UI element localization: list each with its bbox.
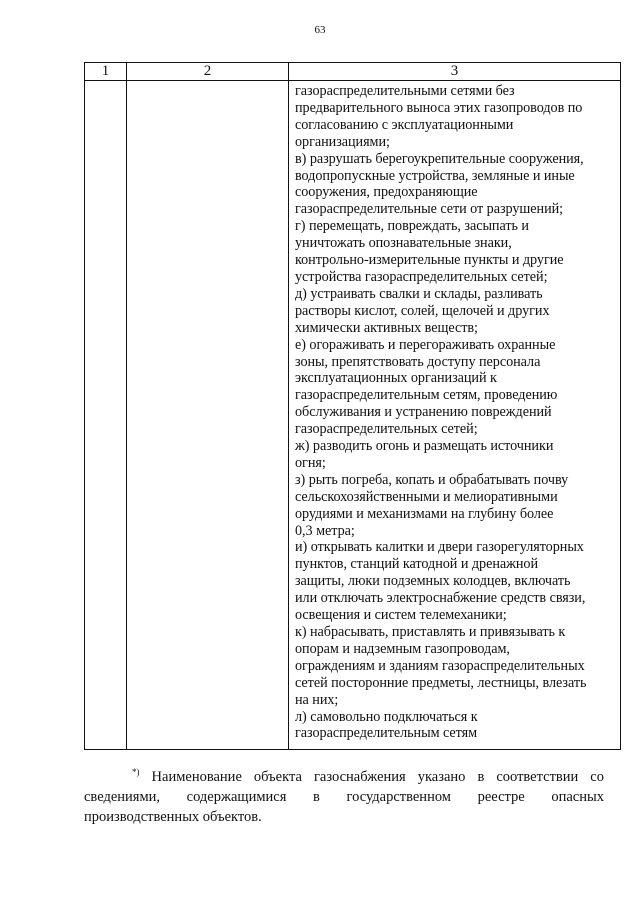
cell-text-line: д) устраивать свалки и склады, разливать (295, 285, 543, 302)
cell-text-line: в) разрушать берегоукрепительные сооружения, (295, 150, 584, 167)
footnote-line: сведениями, содержащимися в государственном реестре опасных (84, 789, 604, 805)
cell-text-line: газораспределительными сетями без (295, 83, 515, 99)
cell-text-line: пунктов, станций катодной и дренажной (295, 556, 538, 573)
cell-text-line: согласованию с эксплуатационными (295, 116, 514, 133)
cell-text-line: и) открывать калитки и двери газорегуляторных (295, 539, 584, 556)
table-header-row (85, 63, 621, 81)
cell-text-line: или отключать электроснабжение средств связи, (295, 590, 586, 607)
cell-text-line: г) перемещать, повреждать, засыпать и (295, 218, 529, 235)
cell-text-line: зоны, препятствовать доступу персонала (295, 353, 541, 370)
cell-text-line: химически активных веществ; (295, 319, 478, 336)
table-header-col-3: 3 (289, 63, 621, 81)
footnote-text: Наименование объекта газоснабжения указано в соответствии со (151, 769, 604, 785)
cell-text-line: орудиями и механизмами на глубину более (295, 505, 554, 522)
cell-text-line: 0,3 метра; (295, 522, 355, 539)
cell-text-line: сельскохозяйственными и мелиоративными (295, 488, 558, 505)
cell-text-line: контрольно-измерительные пункты и другие (295, 252, 564, 269)
cell-text-line: на них; (295, 691, 339, 708)
cell-text-line: освещения и систем телемеханики; (295, 607, 507, 624)
footnote-marker: *) (132, 767, 140, 777)
cell-text-line: устройства газораспределительных сетей; (295, 268, 548, 285)
cell-text-line: газораспределительные сети от разрушений; (295, 201, 564, 218)
cell-text-line: газораспределительным сетям, проведению (295, 387, 558, 404)
cell-text-line: газораспределительным сетям (295, 725, 478, 742)
cell-text-line: организациями; (295, 133, 390, 150)
cell-text-line: опорам и надземным газопроводам, (295, 640, 510, 657)
cell-text-line: к) набрасывать, приставлять и привязывать к (295, 624, 566, 640)
table-cell-col-2 (127, 81, 289, 750)
cell-text-line: сооружения, предохраняющие (295, 184, 478, 201)
cell-text-line: водопропускные устройства, земляные и иные (295, 167, 575, 184)
cell-text-line: з) рыть погреба, копать и обрабатывать почву (295, 471, 569, 488)
table-cell-col-3 (289, 81, 621, 750)
document-table (84, 62, 621, 750)
cell-text-line: обслуживания и устранению повреждений (295, 404, 552, 421)
table-cell-col-1 (85, 81, 127, 750)
table-header-col-2: 2 (127, 63, 289, 81)
cell-text-line: огня; (295, 454, 326, 471)
cell-text-line: предварительного выноса этих газопроводов по (295, 99, 583, 116)
page-number: 63 (314, 24, 326, 36)
cell-text-line: л) самовольно подключаться к (295, 708, 478, 725)
cell-text-line: газораспределительных сетей; (295, 421, 478, 438)
cell-text-line: растворы кислот, солей, щелочей и других (295, 302, 550, 319)
cell-text-line: сетей посторонние предметы, лестницы, влезать (295, 674, 587, 691)
cell-text-line: е) огораживать и перегораживать охранные (295, 336, 556, 353)
cell-text-line: эксплуатационных организаций к (295, 370, 497, 387)
footnote (84, 767, 604, 827)
table-header-col-1: 1 (85, 63, 127, 81)
cell-text-line: ж) разводить огонь и размещать источники (295, 438, 554, 455)
cell-text-line: защиты, люки подземных колодцев, включать (295, 573, 571, 590)
table-row (85, 81, 621, 750)
footnote-line (84, 767, 604, 787)
cell-text-line: уничтожать опознавательные знаки, (295, 235, 512, 252)
cell-text-line: ограждениям и зданиям газораспределительных (295, 657, 585, 674)
footnote-line: производственных объектов. (84, 809, 262, 825)
